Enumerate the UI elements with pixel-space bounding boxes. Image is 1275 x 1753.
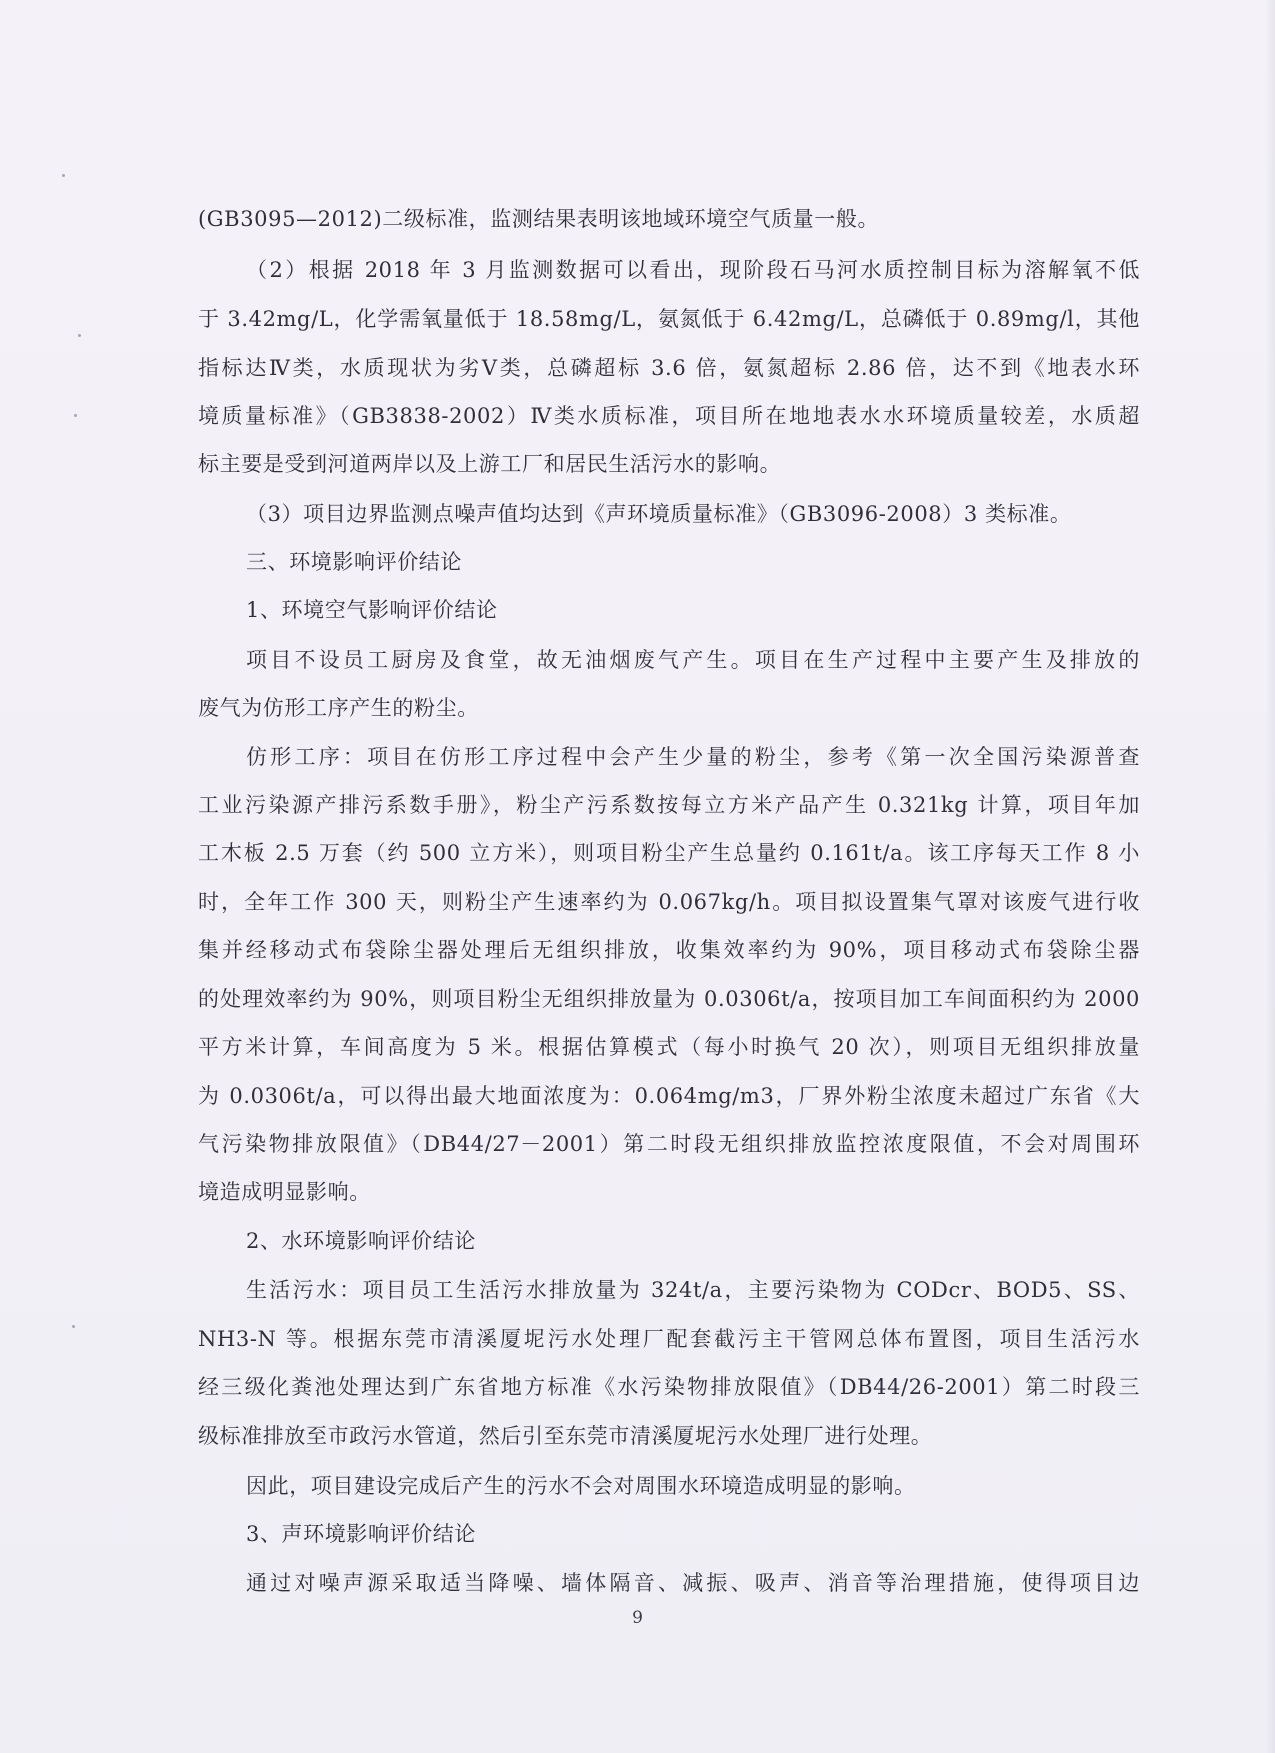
text-line-29: 通过对噪声源采取适当降噪、墙体隔音、减振、吸声、消音等治理措施，使得项目边 — [246, 1571, 1140, 1595]
text-line-25: 经三级化粪池处理达到广东省地方标准《水污染物排放限值》（DB44/26-2001）第二时段三 — [198, 1375, 1140, 1399]
text-line-4: 指标达Ⅳ类，水质现状为劣Ⅴ类，总磷超标 3.6 倍，氨氮超标 2.86 倍，达不到《地表水环 — [198, 356, 1140, 380]
text-line-6: 标主要是受到河道两岸以及上游工厂和居民生活污水的影响。 — [198, 452, 782, 476]
subsection-heading-1: 1、环境空气影响评价结论 — [246, 598, 498, 622]
scan-speck — [74, 414, 77, 417]
section-heading-3: 三、环境影响评价结论 — [246, 550, 462, 574]
text-line-11: 废气为仿形工序产生的粉尘。 — [198, 696, 479, 720]
subsection-heading-3: 3、声环境影响评价结论 — [246, 1522, 476, 1546]
text-line-24: NH3-N 等。根据东莞市清溪厦坭污水处理厂配套截污主干管网总体布置图，项目生活污水 — [198, 1327, 1140, 1351]
text-line-13: 工业污染源产排污系数手册》，粉尘产污系数按每立方米产品产生 0.321kg 计算，项目年加 — [198, 793, 1140, 817]
scan-edge-shadow — [1265, 0, 1275, 1753]
scan-speck — [78, 334, 81, 337]
text-line-1: (GB3095—2012)二级标准，监测结果表明该地域环境空气质量一般。 — [198, 207, 880, 231]
text-line-2: （2）根据 2018 年 3 月监测数据可以看出，现阶段石马河水质控制目标为溶解氧不低 — [246, 258, 1140, 282]
text-line-18: 平方米计算，车间高度为 5 米。根据估算模式（每小时换气 20 次），则项目无组织排放量 — [198, 1035, 1140, 1059]
text-line-27: 因此，项目建设完成后产生的污水不会对周围水环境造成明显的影响。 — [246, 1474, 916, 1498]
text-line-14: 工木板 2.5 万套（约 500 立方米），则项目粉尘产生总量约 0.161t/a。该工序每天工作 8 小 — [198, 841, 1140, 865]
text-line-23: 生活污水：项目员工生活污水排放量为 324t/a，主要污染物为 CODcr、BOD5、SS、 — [246, 1278, 1140, 1302]
text-line-5: 境质量标准》（GB3838-2002）Ⅳ类水质标准，项目所在地地表水水环境质量较差，水质超 — [198, 404, 1140, 428]
text-line-3: 于 3.42mg/L，化学需氧量低于 18.58mg/L，氨氮低于 6.42mg/L，总磷低于 0.89mg/l，其他 — [198, 307, 1140, 331]
text-line-17: 的处理效率约为 90%，则项目粉尘无组织排放量为 0.0306t/a，按项目加工车间面积约为 2000 — [198, 987, 1140, 1011]
text-line-7: （3）项目边界监测点噪声值均达到《声环境质量标准》（GB3096-2008）3 类标准。 — [246, 502, 1072, 526]
subsection-heading-2: 2、水环境影响评价结论 — [246, 1229, 476, 1253]
text-line-26: 级标准排放至市政污水管道，然后引至东莞市清溪厦坭污水处理厂进行处理。 — [198, 1424, 933, 1448]
text-line-15: 时，全年工作 300 天，则粉尘产生速率约为 0.067kg/h。项目拟设置集气罩对该废气进行收 — [198, 890, 1140, 914]
text-line-20: 气污染物排放限值》（DB44/27－2001）第二时段无组织排放监控浓度限值，不会对周围环 — [198, 1132, 1140, 1156]
text-line-21: 境造成明显影响。 — [198, 1180, 371, 1204]
text-line-12: 仿形工序：项目在仿形工序过程中会产生少量的粉尘，参考《第一次全国污染源普查 — [246, 745, 1140, 769]
page-number: 9 — [632, 1608, 643, 1628]
text-line-16: 集并经移动式布袋除尘器处理后无组织排放，收集效率约为 90%，项目移动式布袋除尘器 — [198, 938, 1140, 962]
text-line-19: 为 0.0306t/a，可以得出最大地面浓度为：0.064mg/m3，厂界外粉尘浓度未超过广东省《大 — [198, 1084, 1140, 1108]
scan-speck — [62, 174, 65, 177]
scan-speck — [72, 1325, 75, 1328]
text-line-10: 项目不设员工厨房及食堂，故无油烟废气产生。项目在生产过程中主要产生及排放的 — [246, 648, 1140, 672]
